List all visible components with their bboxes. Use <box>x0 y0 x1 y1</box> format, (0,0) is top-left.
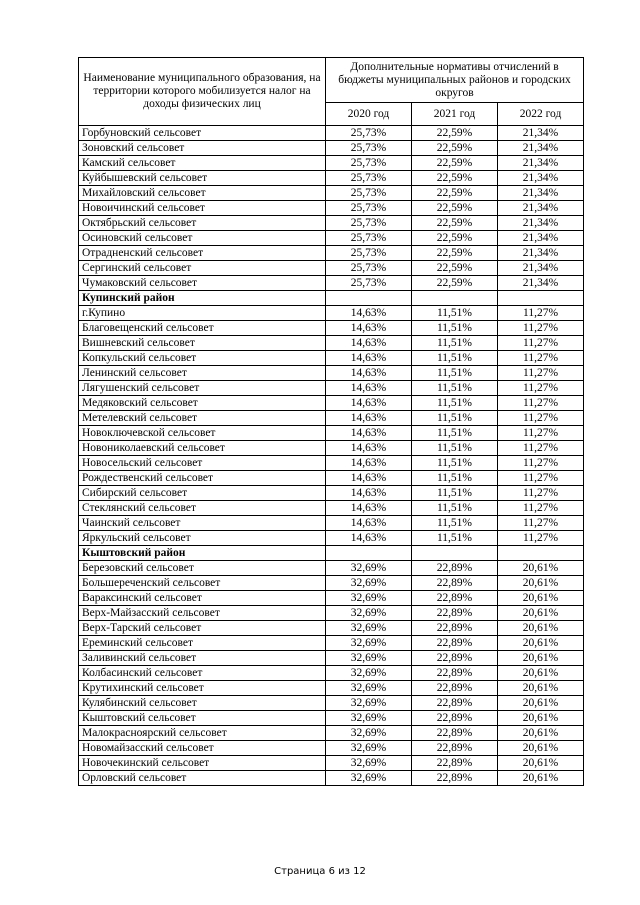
municipality-name: Новочекинский сельсовет <box>79 756 326 771</box>
table-row <box>79 186 584 201</box>
value-2022: 21,34% <box>498 261 584 276</box>
value-2022: 11,27% <box>498 411 584 426</box>
municipality-name: Березовский сельсовет <box>79 561 326 576</box>
value-2021: 22,89% <box>412 726 498 741</box>
value-2022: 11,27% <box>498 306 584 321</box>
municipality-name: Камский сельсовет <box>79 156 326 171</box>
value-2020: 14,63% <box>326 396 412 411</box>
table-row <box>79 726 584 741</box>
table-row <box>79 756 584 771</box>
value-2020: 32,69% <box>326 741 412 756</box>
value-2022: 11,27% <box>498 366 584 381</box>
value-2022: 20,61% <box>498 591 584 606</box>
municipality-name: Крутихинский сельсовет <box>79 681 326 696</box>
table-row <box>79 411 584 426</box>
table-body <box>79 58 584 786</box>
value-2022: 20,61% <box>498 561 584 576</box>
municipality-name: Новомайзасский сельсовет <box>79 741 326 756</box>
municipality-name: Сергинский сельсовет <box>79 261 326 276</box>
value-2021: 22,59% <box>412 141 498 156</box>
value-2021: 11,51% <box>412 321 498 336</box>
value-2022: 20,61% <box>498 666 584 681</box>
table-row <box>79 561 584 576</box>
value-2022 <box>498 546 584 561</box>
value-2021: 11,51% <box>412 456 498 471</box>
value-2022: 11,27% <box>498 321 584 336</box>
value-2022: 11,27% <box>498 336 584 351</box>
value-2020: 25,73% <box>326 201 412 216</box>
value-2022: 20,61% <box>498 621 584 636</box>
value-2020: 14,63% <box>326 336 412 351</box>
municipality-name: Чумаковский сельсовет <box>79 276 326 291</box>
municipality-name: Большереченский сельсовет <box>79 576 326 591</box>
value-2020: 14,63% <box>326 471 412 486</box>
value-2020: 25,73% <box>326 156 412 171</box>
municipality-name: Кыштовский сельсовет <box>79 711 326 726</box>
value-2022: 20,61% <box>498 726 584 741</box>
value-2020: 25,73% <box>326 231 412 246</box>
table-row <box>79 711 584 726</box>
table-row <box>79 201 584 216</box>
table-row <box>79 666 584 681</box>
value-2022: 11,27% <box>498 501 584 516</box>
table-row <box>79 246 584 261</box>
value-2022: 21,34% <box>498 171 584 186</box>
header-year-2020: 2020 год <box>326 103 412 126</box>
value-2021: 22,59% <box>412 126 498 141</box>
value-2022: 21,34% <box>498 276 584 291</box>
table-row <box>79 336 584 351</box>
table-row <box>79 216 584 231</box>
header-row <box>79 58 584 103</box>
value-2020: 32,69% <box>326 651 412 666</box>
municipality-name: Заливинский сельсовет <box>79 651 326 666</box>
table-row <box>79 591 584 606</box>
value-2020: 14,63% <box>326 441 412 456</box>
table-row <box>79 351 584 366</box>
value-2021: 22,89% <box>412 711 498 726</box>
value-2022: 11,27% <box>498 441 584 456</box>
value-2022: 11,27% <box>498 396 584 411</box>
value-2022: 20,61% <box>498 756 584 771</box>
value-2020: 32,69% <box>326 606 412 621</box>
value-2021: 22,59% <box>412 261 498 276</box>
value-2020: 14,63% <box>326 456 412 471</box>
header-year-2021: 2021 год <box>412 103 498 126</box>
municipality-name: Медяковский сельсовет <box>79 396 326 411</box>
value-2021: 11,51% <box>412 381 498 396</box>
value-2022: 20,61% <box>498 696 584 711</box>
value-2022: 20,61% <box>498 681 584 696</box>
value-2021: 22,89% <box>412 756 498 771</box>
value-2021: 11,51% <box>412 471 498 486</box>
value-2021: 22,89% <box>412 636 498 651</box>
municipality-name: Верх-Майзасский сельсовет <box>79 606 326 621</box>
value-2021: 22,59% <box>412 231 498 246</box>
municipality-name: Отрадненский сельсовет <box>79 246 326 261</box>
header-norms-group: Дополнительные нормативы отчислений в бюджеты муниципальных районов и городских округов <box>326 58 584 103</box>
table-row <box>79 606 584 621</box>
value-2022: 21,34% <box>498 201 584 216</box>
value-2020: 25,73% <box>326 261 412 276</box>
value-2021: 22,89% <box>412 696 498 711</box>
table-row <box>79 501 584 516</box>
value-2021: 11,51% <box>412 351 498 366</box>
municipality-name: Верх-Тарский сельсовет <box>79 621 326 636</box>
value-2021: 11,51% <box>412 366 498 381</box>
value-2021: 11,51% <box>412 441 498 456</box>
value-2022: 11,27% <box>498 381 584 396</box>
table-row <box>79 771 584 786</box>
value-2021: 22,59% <box>412 216 498 231</box>
municipality-name: Михайловский сельсовет <box>79 186 326 201</box>
value-2021: 11,51% <box>412 531 498 546</box>
value-2021: 11,51% <box>412 516 498 531</box>
value-2020: 25,73% <box>326 246 412 261</box>
value-2021: 22,89% <box>412 576 498 591</box>
value-2020: 32,69% <box>326 711 412 726</box>
table-row <box>79 381 584 396</box>
value-2020: 32,69% <box>326 696 412 711</box>
value-2021: 11,51% <box>412 426 498 441</box>
municipality-name: Ереминский сельсовет <box>79 636 326 651</box>
value-2022: 20,61% <box>498 741 584 756</box>
municipality-name: Копкульский сельсовет <box>79 351 326 366</box>
value-2021: 22,59% <box>412 246 498 261</box>
value-2022: 11,27% <box>498 351 584 366</box>
page-number: Страница 6 из 12 <box>274 866 366 877</box>
value-2020: 32,69% <box>326 756 412 771</box>
value-2021: 22,89% <box>412 771 498 786</box>
value-2020: 14,63% <box>326 501 412 516</box>
table-row <box>79 261 584 276</box>
municipality-name: Горбуновский сельсовет <box>79 126 326 141</box>
municipality-name: Благовещенский сельсовет <box>79 321 326 336</box>
value-2021: 22,89% <box>412 681 498 696</box>
municipality-name: Яркульский сельсовет <box>79 531 326 546</box>
table-row <box>79 621 584 636</box>
value-2020 <box>326 291 412 306</box>
municipality-name: Стеклянский сельсовет <box>79 501 326 516</box>
value-2021: 22,59% <box>412 201 498 216</box>
value-2021: 11,51% <box>412 396 498 411</box>
value-2021: 22,59% <box>412 156 498 171</box>
value-2022: 11,27% <box>498 471 584 486</box>
table-row <box>79 156 584 171</box>
value-2022: 21,34% <box>498 141 584 156</box>
table-row <box>79 531 584 546</box>
value-2022: 21,34% <box>498 246 584 261</box>
value-2020: 14,63% <box>326 531 412 546</box>
value-2022: 11,27% <box>498 456 584 471</box>
municipality-name: Колбасинский сельсовет <box>79 666 326 681</box>
municipality-name: Вараксинский сельсовет <box>79 591 326 606</box>
value-2021: 11,51% <box>412 411 498 426</box>
value-2020: 32,69% <box>326 576 412 591</box>
municipality-name: Малокрасноярский сельсовет <box>79 726 326 741</box>
municipality-name: Зоновский сельсовет <box>79 141 326 156</box>
municipality-name: Рождественский сельсовет <box>79 471 326 486</box>
value-2021: 11,51% <box>412 486 498 501</box>
value-2021: 11,51% <box>412 336 498 351</box>
value-2020: 25,73% <box>326 216 412 231</box>
municipality-name: Чаинский сельсовет <box>79 516 326 531</box>
value-2021: 22,89% <box>412 591 498 606</box>
value-2020: 14,63% <box>326 351 412 366</box>
value-2021 <box>412 291 498 306</box>
municipality-name: г.Купино <box>79 306 326 321</box>
value-2020: 32,69% <box>326 771 412 786</box>
value-2021: 22,89% <box>412 621 498 636</box>
table-row <box>79 636 584 651</box>
value-2022 <box>498 291 584 306</box>
value-2020: 25,73% <box>326 186 412 201</box>
table-row <box>79 321 584 336</box>
value-2020: 25,73% <box>326 276 412 291</box>
district-row <box>79 291 584 306</box>
value-2020: 14,63% <box>326 426 412 441</box>
table-row <box>79 516 584 531</box>
value-2020: 32,69% <box>326 621 412 636</box>
table-row <box>79 681 584 696</box>
value-2020: 14,63% <box>326 321 412 336</box>
table-row <box>79 366 584 381</box>
table-row <box>79 486 584 501</box>
district-name: Купинский район <box>79 291 326 306</box>
value-2020: 32,69% <box>326 681 412 696</box>
value-2022: 11,27% <box>498 426 584 441</box>
value-2022: 11,27% <box>498 486 584 501</box>
norms-table <box>78 57 584 786</box>
municipality-name: Новониколаевский сельсовет <box>79 441 326 456</box>
value-2022: 11,27% <box>498 531 584 546</box>
value-2020: 32,69% <box>326 561 412 576</box>
value-2021: 22,89% <box>412 651 498 666</box>
header-municipality: Наименование муниципального образования, на территории которого мобилизуется налог на доходы физических лиц <box>79 58 326 126</box>
value-2020: 14,63% <box>326 366 412 381</box>
value-2021: 22,89% <box>412 561 498 576</box>
value-2020: 14,63% <box>326 411 412 426</box>
municipality-name: Октябрьский сельсовет <box>79 216 326 231</box>
municipality-name: Новоключевской сельсовет <box>79 426 326 441</box>
table-row <box>79 471 584 486</box>
value-2022: 20,61% <box>498 606 584 621</box>
district-row <box>79 546 584 561</box>
value-2022: 20,61% <box>498 771 584 786</box>
table-row <box>79 696 584 711</box>
municipality-name: Куйбышевский сельсовет <box>79 171 326 186</box>
value-2020: 32,69% <box>326 636 412 651</box>
value-2020: 25,73% <box>326 141 412 156</box>
value-2020: 32,69% <box>326 591 412 606</box>
value-2022: 20,61% <box>498 576 584 591</box>
header-year-2022: 2022 год <box>498 103 584 126</box>
value-2020: 14,63% <box>326 486 412 501</box>
municipality-name: Метелевский сельсовет <box>79 411 326 426</box>
value-2021: 22,59% <box>412 171 498 186</box>
table-row <box>79 456 584 471</box>
table-row <box>79 276 584 291</box>
value-2021: 11,51% <box>412 501 498 516</box>
value-2020: 25,73% <box>326 126 412 141</box>
table-row <box>79 231 584 246</box>
value-2021: 22,89% <box>412 606 498 621</box>
table-row <box>79 441 584 456</box>
district-name: Кыштовский район <box>79 546 326 561</box>
municipality-name: Кулябинский сельсовет <box>79 696 326 711</box>
municipality-name: Вишневский сельсовет <box>79 336 326 351</box>
table-row <box>79 651 584 666</box>
municipality-name: Новоичинский сельсовет <box>79 201 326 216</box>
value-2021: 11,51% <box>412 306 498 321</box>
table-row <box>79 306 584 321</box>
value-2020: 32,69% <box>326 666 412 681</box>
municipality-name: Сибирский сельсовет <box>79 486 326 501</box>
value-2020: 14,63% <box>326 381 412 396</box>
value-2021: 22,89% <box>412 741 498 756</box>
value-2022: 11,27% <box>498 516 584 531</box>
value-2020: 14,63% <box>326 306 412 321</box>
value-2022: 20,61% <box>498 636 584 651</box>
value-2022: 21,34% <box>498 186 584 201</box>
municipality-name: Лягушенский сельсовет <box>79 381 326 396</box>
value-2020 <box>326 546 412 561</box>
value-2021 <box>412 546 498 561</box>
table-row <box>79 396 584 411</box>
value-2021: 22,89% <box>412 666 498 681</box>
value-2022: 21,34% <box>498 126 584 141</box>
table-row <box>79 741 584 756</box>
value-2021: 22,59% <box>412 186 498 201</box>
value-2020: 32,69% <box>326 726 412 741</box>
municipality-name: Ленинский сельсовет <box>79 366 326 381</box>
municipality-name: Орловский сельсовет <box>79 771 326 786</box>
municipality-name: Осиновский сельсовет <box>79 231 326 246</box>
value-2022: 20,61% <box>498 651 584 666</box>
value-2022: 21,34% <box>498 231 584 246</box>
value-2022: 20,61% <box>498 711 584 726</box>
table-row <box>79 576 584 591</box>
value-2022: 21,34% <box>498 216 584 231</box>
value-2020: 14,63% <box>326 516 412 531</box>
municipality-name: Новосельский сельсовет <box>79 456 326 471</box>
table-row <box>79 141 584 156</box>
table-row <box>79 171 584 186</box>
table-row <box>79 126 584 141</box>
value-2020: 25,73% <box>326 171 412 186</box>
value-2022: 21,34% <box>498 156 584 171</box>
table-row <box>79 426 584 441</box>
value-2021: 22,59% <box>412 276 498 291</box>
